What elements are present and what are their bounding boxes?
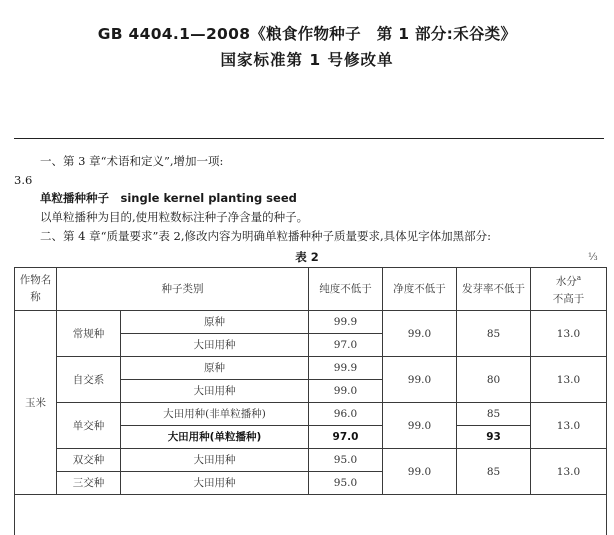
header-cleanness: 净度不低于 (383, 268, 457, 311)
group-name-cell: 双交种 (57, 449, 121, 472)
document-title: GB 4404.1—2008《粮食作物种子 第 1 部分:禾谷类》 (0, 22, 614, 44)
header-moisture-label: 水分 (556, 276, 577, 288)
table-row (15, 311, 607, 334)
seed-class-cell: 大田用种 (121, 472, 309, 495)
purity-cell: 99.9 (309, 357, 383, 380)
purity-cell: 99.9 (309, 311, 383, 334)
header-crop: 作物名称 (15, 268, 57, 311)
seed-class-cell: 原种 (121, 311, 309, 334)
amendment-item-2: 二、第 4 章“质量要求”表 2,修改内容为明确单粒播种种子质量要求,具体见字体加黑部分: (40, 228, 491, 244)
purity-cell: 97.0 (309, 334, 383, 357)
amendment-item-1: 一、第 3 章“术语和定义”,增加一项: (40, 153, 223, 169)
term-definition: 以单粒播种为目的,使用粒数标注种子净含量的种子。 (40, 209, 308, 225)
cleanness-cell: 99.0 (383, 449, 457, 495)
header-purity: 纯度不低于 (309, 268, 383, 311)
header-moisture-note: 不高于 (553, 293, 585, 305)
germination-cell: 85 (457, 311, 531, 357)
header-moisture-footnote-mark: a (577, 274, 581, 282)
cleanness-cell: 99.0 (383, 403, 457, 449)
term-entry: 单粒播种种子 single kernel planting seed (40, 190, 297, 206)
seed-quality-table (14, 267, 607, 535)
page-mark: ⅓ (588, 252, 598, 263)
seed-class-cell: 大田用种 (121, 334, 309, 357)
table-row (15, 403, 607, 426)
table-row-empty (15, 495, 607, 535)
group-name-cell: 自交系 (57, 357, 121, 403)
purity-cell: 99.0 (309, 380, 383, 403)
cleanness-cell: 99.0 (383, 357, 457, 403)
document-subtitle: 国家标准第 1 号修改单 (0, 48, 614, 70)
moisture-cell: 13.0 (531, 357, 607, 403)
germination-cell-bold: 93 (457, 426, 531, 449)
germination-cell: 85 (457, 449, 531, 495)
table-row (15, 449, 607, 472)
group-name-cell: 三交种 (57, 472, 121, 495)
purity-cell: 95.0 (309, 472, 383, 495)
group-name-cell: 单交种 (57, 403, 121, 449)
table-continuation-row (15, 495, 607, 535)
header-divider (14, 138, 604, 139)
seed-class-cell: 大田用种 (121, 449, 309, 472)
purity-cell-bold: 97.0 (309, 426, 383, 449)
clause-number: 3.6 (14, 173, 32, 187)
group-name-cell: 常规种 (57, 311, 121, 357)
moisture-cell: 13.0 (531, 311, 607, 357)
table-row (15, 357, 607, 380)
moisture-cell: 13.0 (531, 449, 607, 495)
purity-cell: 95.0 (309, 449, 383, 472)
table-caption: 表 2 (0, 249, 614, 265)
purity-cell: 96.0 (309, 403, 383, 426)
crop-name-cell: 玉米 (15, 311, 57, 495)
header-moisture (531, 268, 607, 311)
header-seed-class: 种子类别 (57, 268, 309, 311)
seed-class-cell: 大田用种(非单粒播种) (121, 403, 309, 426)
moisture-cell: 13.0 (531, 403, 607, 449)
seed-class-cell: 大田用种 (121, 380, 309, 403)
header-germination: 发芽率不低于 (457, 268, 531, 311)
table-header-row (15, 268, 607, 311)
germination-cell: 85 (457, 403, 531, 426)
seed-class-cell-bold: 大田用种(单粒播种) (121, 426, 309, 449)
seed-class-cell: 原种 (121, 357, 309, 380)
cleanness-cell: 99.0 (383, 311, 457, 357)
germination-cell: 80 (457, 357, 531, 403)
